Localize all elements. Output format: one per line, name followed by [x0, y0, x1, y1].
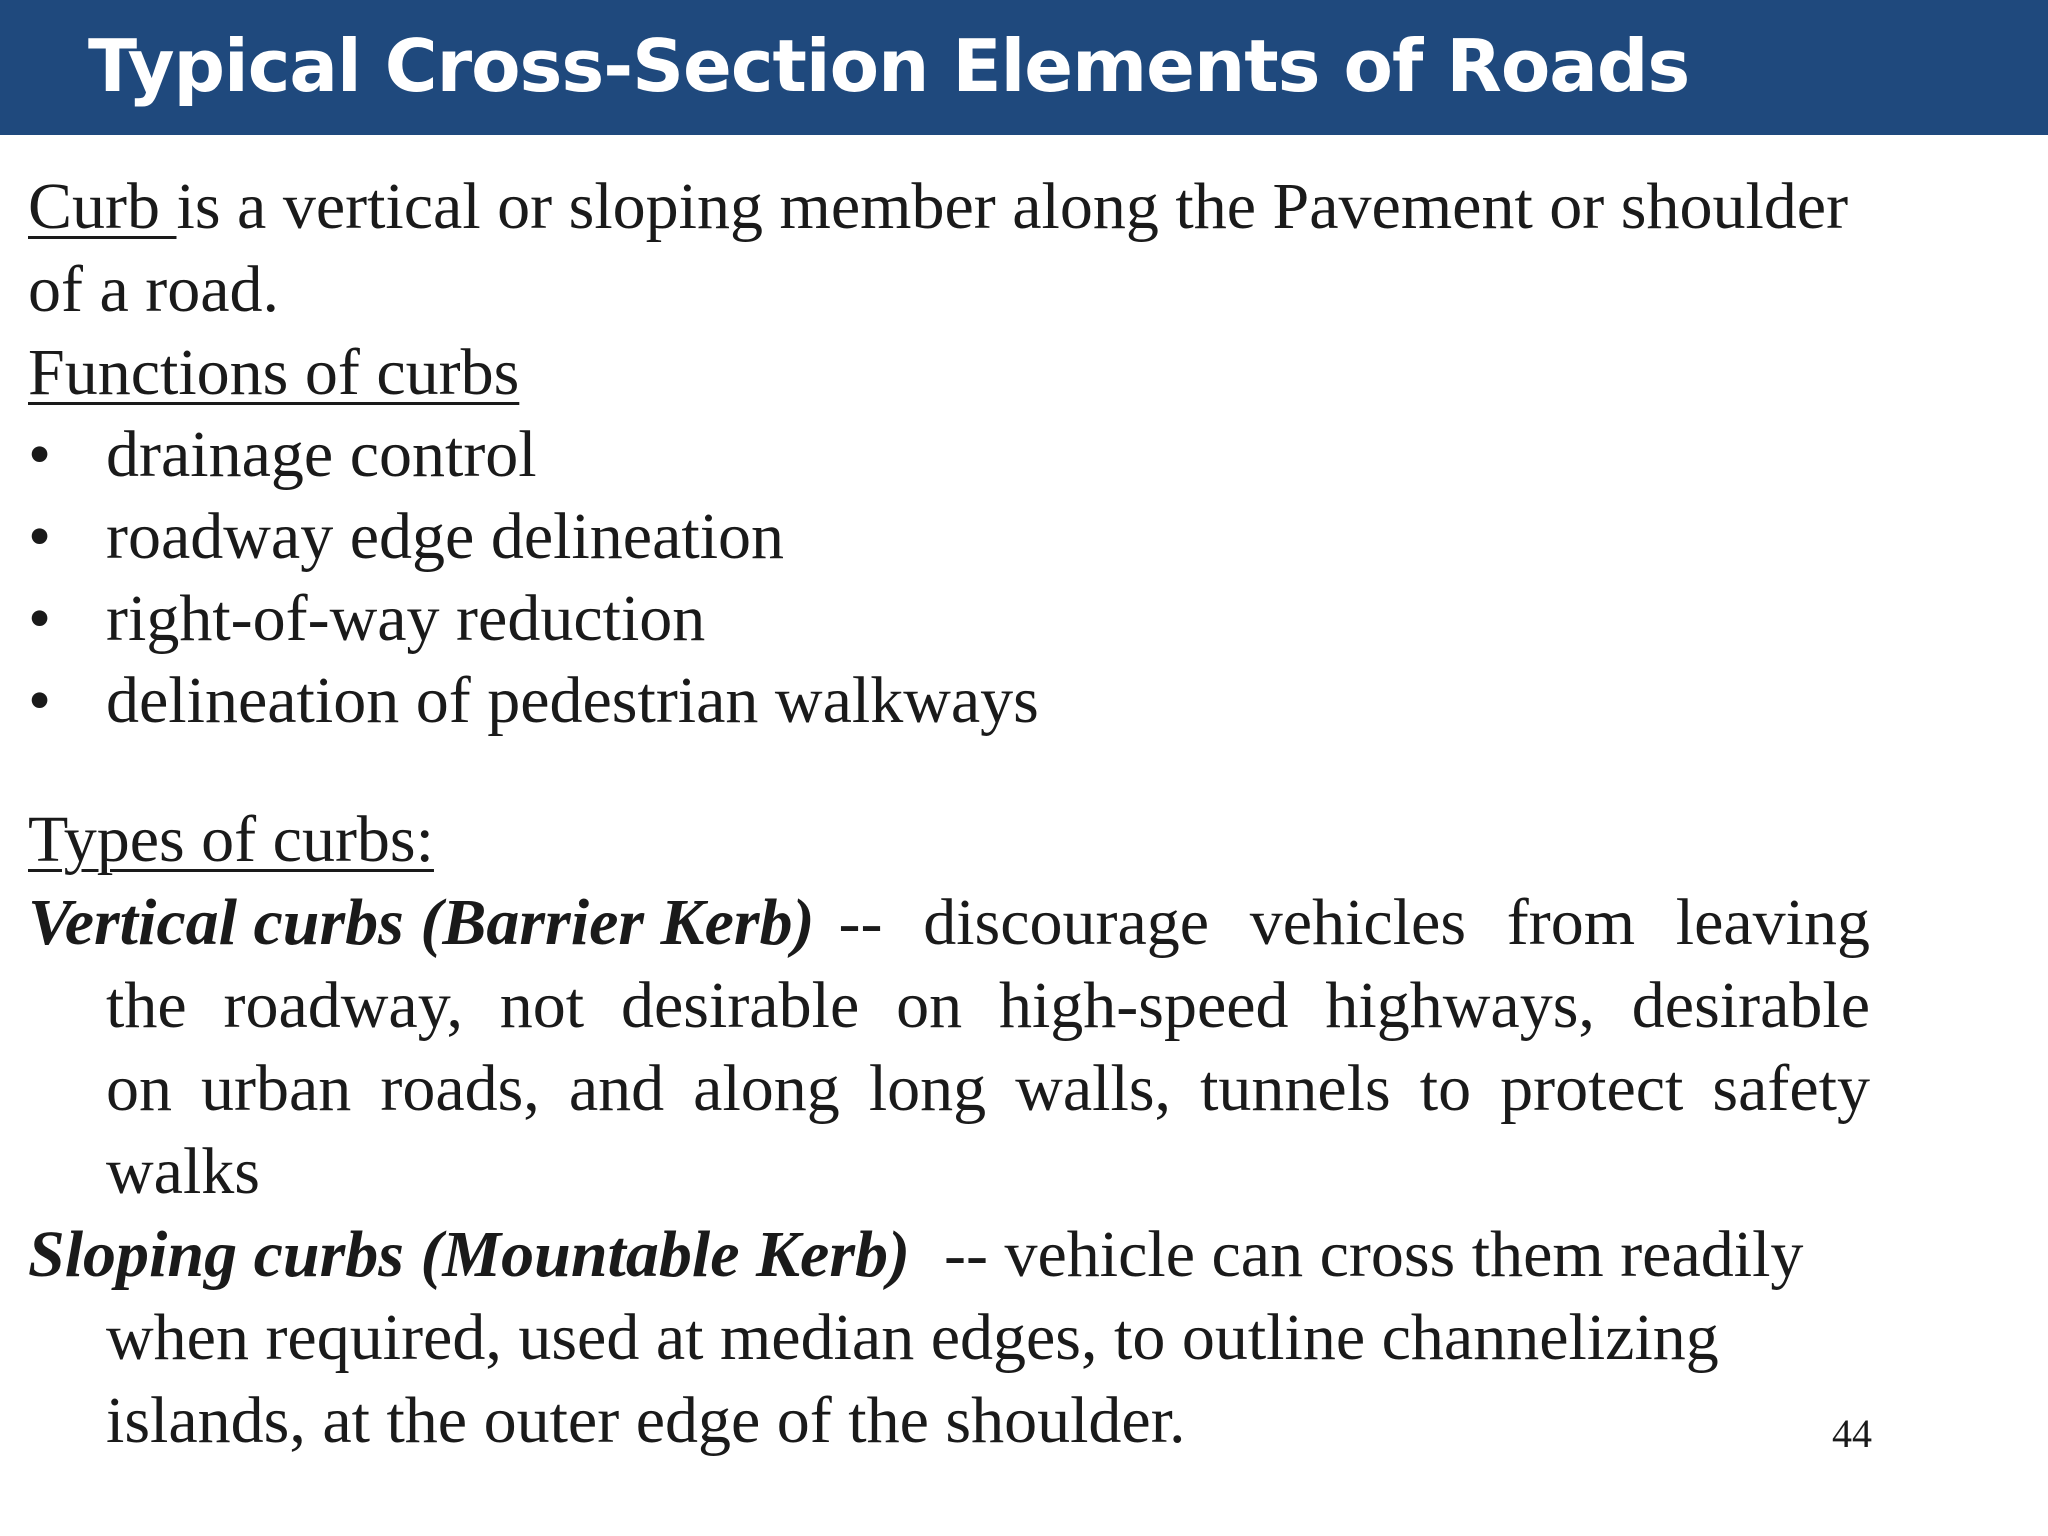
sloping-curbs-line-1: -- vehicle can cross them readily [943, 1218, 1804, 1291]
function-item [28, 496, 1888, 578]
vertical-curbs-paragraph [28, 881, 1870, 1213]
vertical-curbs-line-3: on urban roads, and along long walls, tunnels to protect safety [106, 1052, 1870, 1125]
functions-heading-text: Functions of curbs [28, 336, 520, 409]
sloping-curbs-line-3: islands, at the outer edge of the shoulder. [106, 1384, 1186, 1457]
title-bar [0, 0, 2048, 135]
types-heading [28, 798, 1888, 881]
function-item-text: right-of-way reduction [106, 582, 706, 655]
function-item-text: delineation of pedestrian walkways [106, 664, 1039, 737]
sloping-curbs-line-2: when required, used at median edges, to outline channelizing [106, 1301, 1719, 1374]
bullet-icon: • [28, 582, 52, 655]
curb-term: Curb [28, 170, 160, 243]
spacer [28, 742, 1888, 798]
function-item-text: roadway edge delineation [106, 500, 785, 573]
curb-definition-text-1: is a vertical or sloping member along the Pavement or shoulder [176, 170, 1849, 243]
function-item [28, 414, 1888, 496]
vertical-curbs-line-4: walks [106, 1135, 260, 1208]
bullet-icon: • [28, 664, 52, 737]
slide-body [28, 165, 1888, 1462]
bullet-icon: • [28, 500, 52, 573]
vertical-curbs-name: Vertical curbs (Barrier Kerb) [28, 886, 815, 959]
curb-definition-line-2: of a road. [28, 253, 280, 326]
page-number: 44 [1832, 1411, 1872, 1456]
vertical-curbs-line-1: -- discourage vehicles from leaving [838, 886, 1870, 959]
bullet-icon: • [28, 418, 52, 491]
curb-definition-line-1 [28, 165, 1888, 248]
functions-heading [28, 331, 1888, 414]
sloping-curbs-name: Sloping curbs (Mountable Kerb) [28, 1218, 910, 1291]
function-item [28, 660, 1888, 742]
vertical-curbs-line-2: the roadway, not desirable on high-speed highways, desirable [106, 969, 1870, 1042]
slide-title: Typical Cross-Section Elements of Roads [88, 24, 1690, 108]
function-item [28, 578, 1888, 660]
function-item-text: drainage control [106, 418, 537, 491]
types-heading-text: Types of curbs: [28, 803, 434, 876]
sloping-curbs-paragraph [28, 1213, 1870, 1462]
